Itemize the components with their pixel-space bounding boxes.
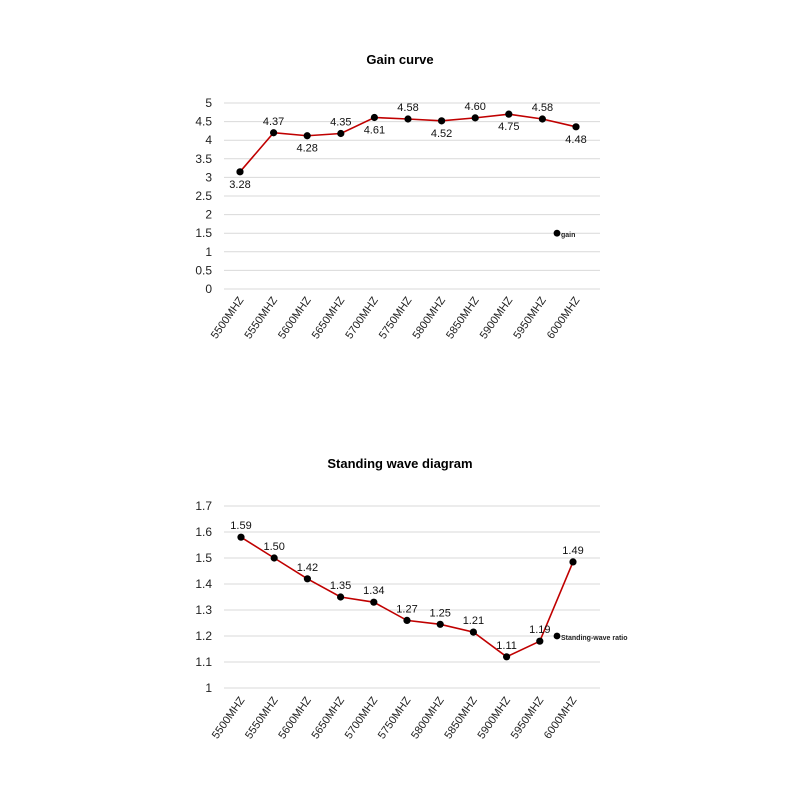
- data-point: [237, 534, 244, 541]
- data-label: 1.19: [529, 624, 551, 637]
- legend-label: Standing-wave ratio: [561, 635, 628, 642]
- y-tick-label: 1: [205, 244, 212, 259]
- data-point: [536, 638, 543, 645]
- data-label: 1.50: [263, 541, 285, 553]
- y-tick-label: 2.5: [195, 189, 212, 203]
- y-tick-label: 1.1: [195, 655, 212, 669]
- y-tick-label: 2: [205, 207, 212, 222]
- data-point: [572, 123, 579, 130]
- data-label: 4.61: [363, 124, 386, 137]
- data-label: 4.48: [565, 133, 587, 146]
- data-label: 3.28: [229, 178, 251, 191]
- data-point: [503, 653, 510, 660]
- x-tick-label: 5750MHZ: [375, 694, 414, 742]
- x-tick-label: 5650MHZ: [309, 694, 348, 742]
- x-tick-label: 5600MHZ: [276, 294, 314, 342]
- data-point: [236, 168, 243, 175]
- data-point: [505, 111, 512, 118]
- x-tick-label: 5800MHZ: [410, 294, 449, 342]
- data-label: 4.60: [464, 100, 486, 113]
- data-point: [437, 621, 444, 628]
- x-tick-label: 5900MHZ: [475, 694, 514, 742]
- y-tick-label: 4.5: [195, 114, 212, 129]
- y-tick-label: 0: [205, 282, 212, 296]
- y-tick-label: 1.4: [195, 577, 212, 591]
- data-label: 1.11: [496, 639, 517, 652]
- x-tick-label: 6000MHZ: [544, 294, 583, 342]
- data-point: [304, 575, 311, 582]
- x-tick-label: 5500MHZ: [209, 694, 248, 742]
- data-label: 4.58: [397, 101, 419, 114]
- x-tick-label: 5700MHZ: [342, 694, 381, 742]
- x-tick-label: 5550MHZ: [243, 694, 281, 742]
- x-tick-label: 5500MHZ: [208, 294, 247, 342]
- data-label: 4.37: [262, 115, 285, 128]
- data-point: [370, 599, 377, 606]
- y-tick-label: 1: [205, 681, 212, 695]
- data-point: [337, 593, 344, 600]
- x-tick-label: 5700MHZ: [343, 294, 381, 342]
- data-point: [404, 115, 411, 122]
- series-line: [241, 537, 573, 657]
- x-tick-label: 5650MHZ: [309, 294, 348, 342]
- data-point: [470, 629, 477, 636]
- data-label: 1.34: [363, 585, 385, 598]
- x-tick-label: 5900MHZ: [477, 294, 516, 342]
- x-tick-label: 5950MHZ: [508, 694, 547, 742]
- x-tick-label: 5800MHZ: [409, 694, 447, 742]
- data-label: 1.49: [562, 544, 584, 557]
- x-tick-label: 5600MHZ: [276, 694, 314, 742]
- x-tick-label: 5550MHZ: [242, 294, 281, 342]
- data-label: 4.75: [498, 121, 520, 134]
- y-tick-label: 1.5: [195, 551, 212, 565]
- standing-wave-chart-plot: [0, 400, 800, 800]
- y-tick-label: 3: [205, 170, 212, 185]
- legend-marker: [554, 633, 561, 640]
- data-label: 1.21: [462, 615, 485, 628]
- data-label: 1.59: [230, 520, 252, 533]
- y-tick-label: 1.7: [195, 499, 212, 513]
- x-tick-label: 5950MHZ: [511, 294, 549, 342]
- data-point: [371, 114, 378, 121]
- data-label: 1.42: [296, 561, 319, 574]
- y-tick-label: 1.6: [195, 525, 212, 539]
- chart-title: Standing wave diagram: [327, 456, 473, 471]
- data-point: [304, 132, 311, 139]
- data-point: [472, 114, 479, 121]
- data-label: 4.28: [296, 142, 318, 155]
- data-point: [337, 130, 344, 137]
- x-tick-label: 5750MHZ: [376, 294, 415, 342]
- x-tick-label: 5850MHZ: [444, 294, 482, 342]
- data-point: [271, 554, 278, 561]
- data-label: 4.35: [330, 116, 352, 129]
- y-tick-label: 1.5: [195, 226, 212, 241]
- data-point: [270, 129, 277, 136]
- data-label: 1.25: [429, 607, 451, 620]
- y-tick-label: 3.5: [195, 151, 212, 166]
- data-point: [403, 617, 410, 624]
- data-label: 1.35: [329, 580, 352, 592]
- data-point: [539, 115, 546, 122]
- y-tick-label: 1.2: [195, 629, 212, 643]
- y-tick-label: 1.3: [195, 603, 212, 617]
- chart-title: Gain curve: [366, 52, 434, 67]
- data-point: [438, 117, 445, 124]
- y-tick-label: 0.5: [195, 263, 212, 278]
- data-label: 4.58: [531, 101, 554, 114]
- series-line: [240, 114, 576, 172]
- data-label: 1.27: [396, 603, 418, 616]
- legend-marker: [554, 230, 561, 237]
- x-tick-label: 5850MHZ: [442, 694, 480, 742]
- y-tick-label: 5: [205, 96, 212, 110]
- y-tick-label: 4: [205, 133, 212, 148]
- data-label: 4.52: [430, 127, 453, 140]
- standing-wave-chart: [0, 400, 800, 800]
- legend-label: gain: [561, 232, 576, 240]
- data-point: [569, 558, 576, 565]
- x-tick-label: 6000MHZ: [541, 694, 580, 742]
